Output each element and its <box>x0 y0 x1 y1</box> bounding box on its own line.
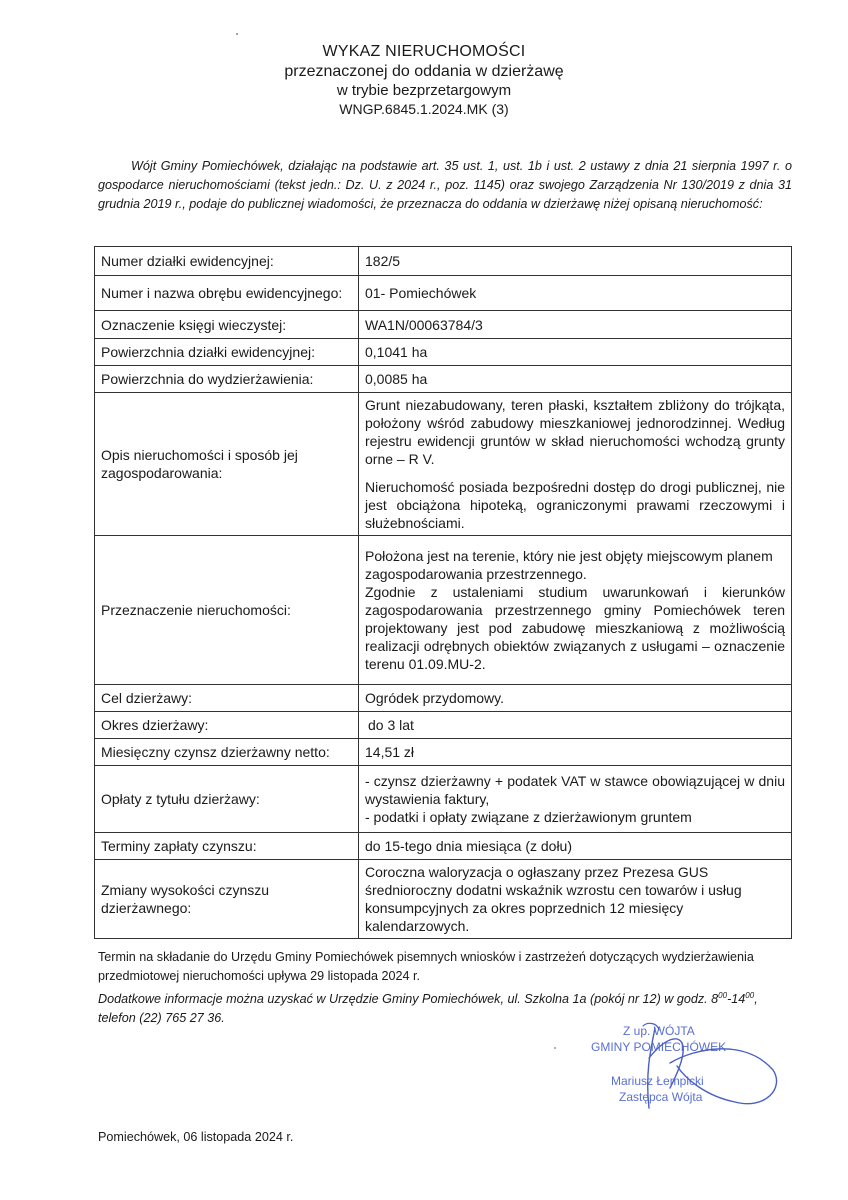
document-header <box>0 42 848 119</box>
description-paragraph: Nieruchomość posiada bezpośredni dostęp do drogi publicznej, nie jest obciążona hipoteką, ograniczonymi prawami rzeczowymi i służebnościami. <box>365 479 785 531</box>
stamp-line: GMINY POMIECHÓWEK <box>591 1040 727 1054</box>
row-label: Numer i nazwa obrębu ewidencyjnego: <box>95 276 359 311</box>
document-title: WYKAZ NIERUCHOMOŚCI <box>322 43 526 60</box>
intro-text: Wójt Gminy Pomiechówek, działając na podstawie art. 35 ust. 1, ust. 1b i ust. 2 ustawy z dnia 21 sierpnia 1997 r. o gospodarce nieruchomościami (tekst jedn.: Dz. U. z 2024 r., poz. 1145) oraz swojego Zarządzenia Nr 130/2019 z dnia 31 grudnia 2019 r., podaje do publicznej wiadomości, że przeznacza do oddania w dzierżawę niżej opisaną nieruchomość: <box>98 159 792 211</box>
row-value: 0,1041 ha <box>359 339 792 366</box>
contact-info-prefix: Dodatkowe informacje można uzyskać w Urzędzie Gminy Pomiechówek, ul. Szkolna 1a (pokój nr 12) w godz. 8 <box>98 992 719 1007</box>
table-row <box>95 766 792 833</box>
table-row <box>95 276 792 311</box>
document-mode: w trybie bezprzetargowym <box>336 82 512 99</box>
row-label: Okres dzierżawy: <box>95 712 359 739</box>
row-label: Numer działki ewidencyjnej: <box>95 247 359 276</box>
row-value <box>359 712 792 739</box>
row-label: Przeznaczenie nieruchomości: <box>95 536 359 685</box>
stamp-line: Mariusz Łempicki <box>611 1074 704 1088</box>
row-value: 0,0085 ha <box>359 366 792 393</box>
official-stamp <box>585 1018 785 1118</box>
fees-line: - podatki i opłaty związane z dzierżawionym gruntem <box>365 809 692 825</box>
row-value: 14,51 zł <box>359 739 792 766</box>
document-subtitle: przeznaczonej do oddania w dzierżawę <box>284 63 564 80</box>
row-value: Ogródek przydomowy. <box>359 685 792 712</box>
row-label: Powierzchnia do wydzierżawienia: <box>95 366 359 393</box>
row-label: Zmiany wysokości czynszu dzierżawnego: <box>95 860 359 939</box>
fees-line: - czynsz dzierżawny + podatek VAT w stawce obowiązującej w dniu wystawienia faktury, <box>365 773 785 807</box>
table-row <box>95 712 792 739</box>
table-row <box>95 311 792 339</box>
scan-speck <box>236 33 238 35</box>
deadline-notice: Termin na składanie do Urzędu Gminy Pomiechówek pisemnych wniosków i zastrzeżeń dotyczących wydzierżawienia przedmiotowej nieruchomości upływa 29 listopada 2024 r. <box>98 950 754 983</box>
table-row <box>95 860 792 939</box>
hour-open-superscript: 00 <box>718 991 728 1000</box>
row-label: Powierzchnia działki ewidencyjnej: <box>95 339 359 366</box>
purpose-paragraph: Położona jest na terenie, który nie jest objęty miejscowym planem zagospodarowania przestrzennego. <box>365 548 773 582</box>
row-label: Miesięczny czynsz dzierżawny netto: <box>95 739 359 766</box>
row-label: Opis nieruchomości i sposób jej zagospodarowania: <box>95 393 359 536</box>
table-row <box>95 685 792 712</box>
description-paragraph: Grunt niezabudowany, teren płaski, kształtem zbliżony do trójkąta, położony wśród zabudowy mieszkaniowej jednorodzinnej. Według rejestru ewidencji gruntów w skład nieruchomości wchodzą grunty orne – R V. <box>365 397 785 467</box>
contact-info-suffix: , telefon (22) 765 27 36. <box>98 992 758 1026</box>
row-value <box>359 766 792 833</box>
document-reference: WNGP.6845.1.2024.MK (3) <box>339 101 509 117</box>
table-row <box>95 393 792 536</box>
scan-speck <box>554 1047 556 1049</box>
row-value: do 15-tego dnia miesiąca (z dołu) <box>359 833 792 860</box>
lease-period-value: do 3 lat <box>368 717 414 733</box>
property-table <box>94 246 792 939</box>
row-value <box>359 536 792 685</box>
row-value <box>359 393 792 536</box>
table-row <box>95 536 792 685</box>
hour-separator: -14 <box>727 992 746 1007</box>
stamp-line: Z up. WÓJTA <box>623 1024 695 1038</box>
row-label: Oznaczenie księgi wieczystej: <box>95 311 359 339</box>
table-row <box>95 247 792 276</box>
row-label: Terminy zapłaty czynszu: <box>95 833 359 860</box>
hour-close-superscript: 00 <box>745 991 755 1000</box>
row-label: Cel dzierżawy: <box>95 685 359 712</box>
stamp-line: Zastępca Wójta <box>619 1090 703 1104</box>
row-label: Opłaty z tytułu dzierżawy: <box>95 766 359 833</box>
table-row <box>95 366 792 393</box>
intro-paragraph <box>98 157 792 214</box>
table-row <box>95 739 792 766</box>
row-value: 01- Pomiechówek <box>359 276 792 311</box>
table-row <box>95 833 792 860</box>
table-row <box>95 339 792 366</box>
row-value: 182/5 <box>359 247 792 276</box>
row-value: WA1N/00063784/3 <box>359 311 792 339</box>
purpose-paragraph: Zgodnie z ustaleniami studium uwarunkowań i kierunków zagospodarowania przestrzennego gminy Pomiechówek teren projektowany jest pod zabudowę mieszkaniową z możliwością realizacji odrębnych obiektów związanych z usługami – oznaczenie terenu 01.09.MU-2. <box>365 584 785 672</box>
place-and-date: Pomiechówek, 06 listopada 2024 r. <box>98 1130 294 1144</box>
row-value: Coroczna waloryzacja o ogłaszany przez Prezesa GUS średnioroczny dodatni wskaźnik wzrostu cen towarów i usług konsumpcyjnych za okres poprzednich 12 miesięcy kalendarzowych. <box>359 860 792 939</box>
signature-scribble <box>585 1018 785 1118</box>
